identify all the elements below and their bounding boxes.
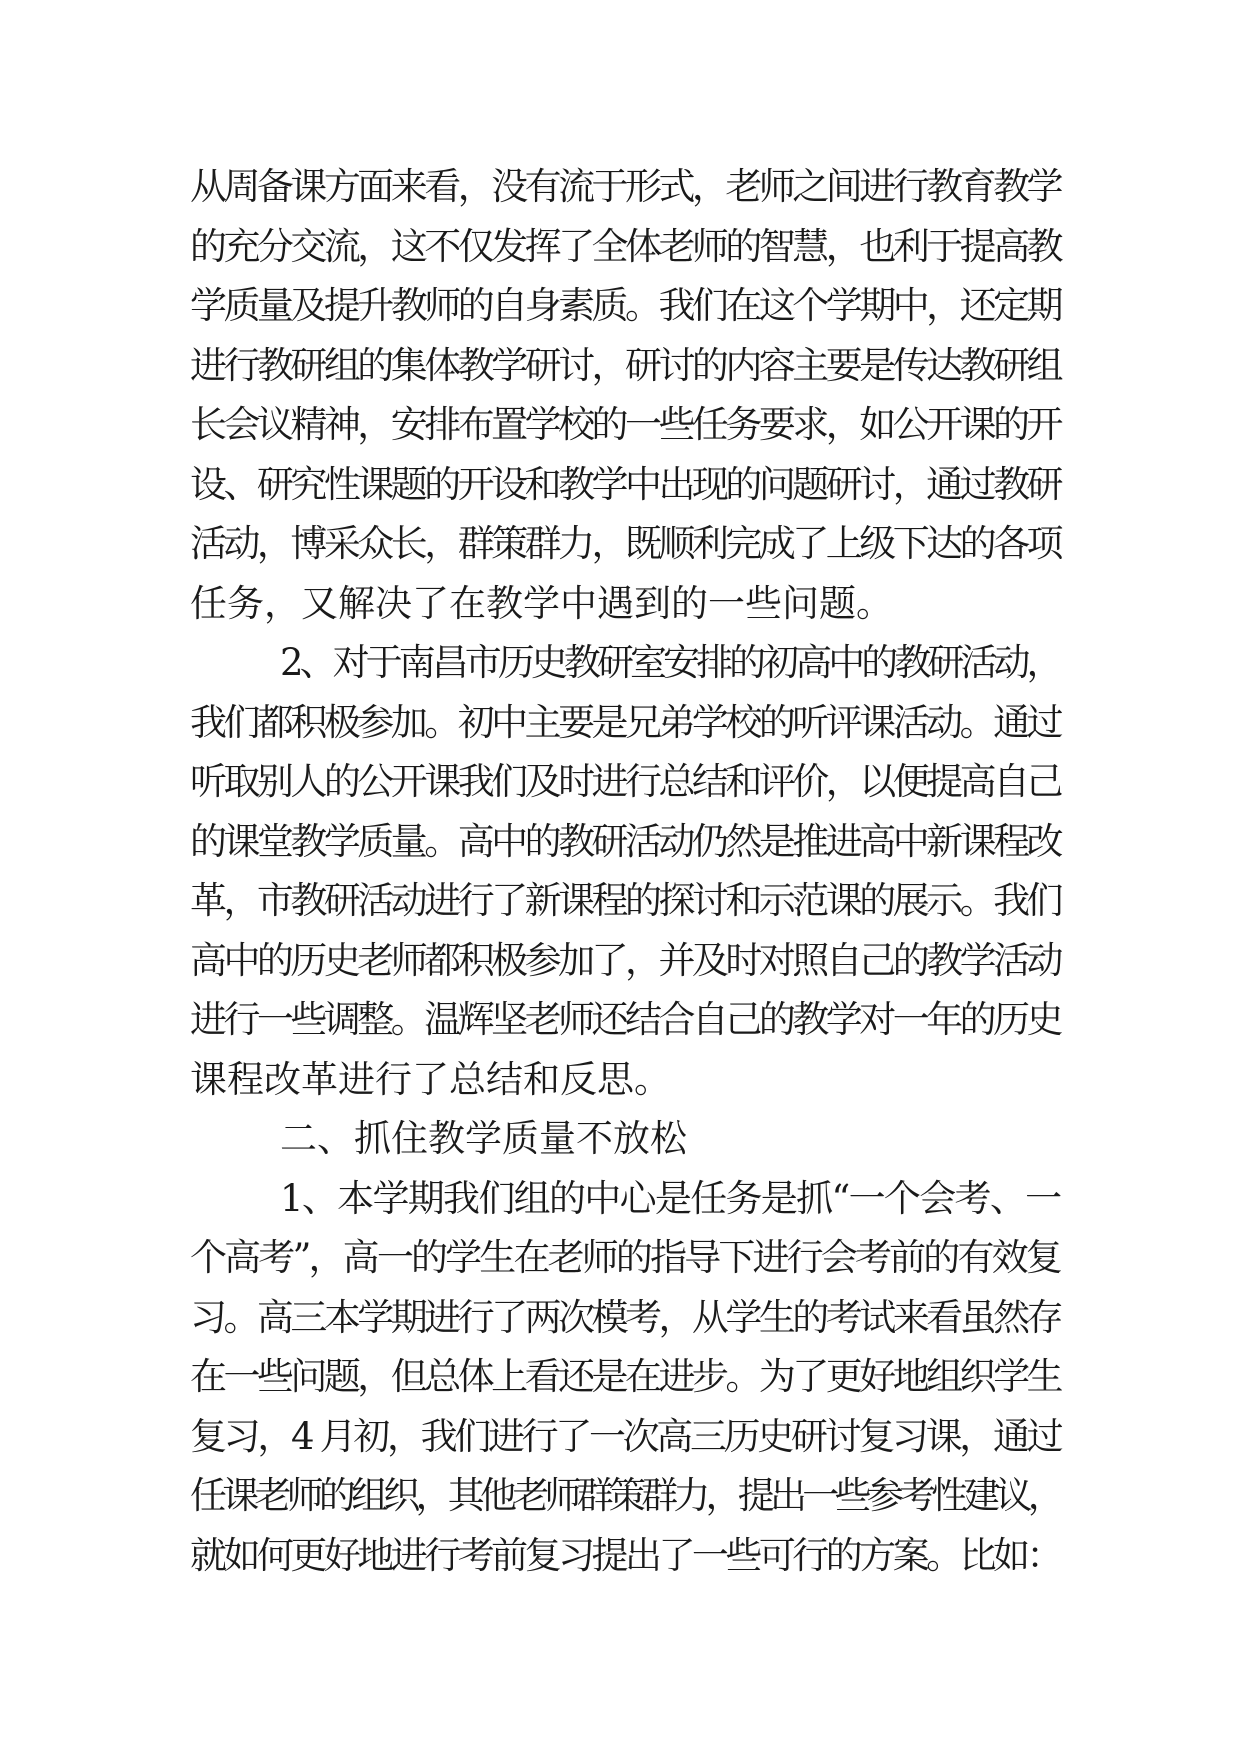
text-line: 课程改革进行了总结和反思。 [190, 1057, 671, 1101]
text-line: 任课老师的组织，其他老师群策群力，提出一些参考性建议， [190, 1474, 1060, 1517]
text-line: 任务，又解决了在教学中遇到的一些问题。 [190, 581, 893, 625]
text-line: 2、对于南昌市历史教研室安排的初高中的教研活动， [280, 641, 1060, 684]
text-line: 在一些问题，但总体上看还是在进步。为了更好地组织学生 [190, 1355, 1060, 1398]
text-line: 的充分交流，这不仅发挥了全体老师的智慧，也利于提高教 [190, 224, 1060, 268]
text-line: 的课堂教学质量。高中的教研活动仍然是推进高中新课程改 [190, 819, 1060, 863]
text-line: 从周备课方面来看，没有流于形式，老师之间进行教育教学 [190, 165, 1060, 208]
text-line: 高中的历史老师都积极参加了，并及时对照自己的教学活动 [190, 938, 1060, 982]
text-line: 1、本学期我们组的中心是任务是抓“一个会考、一 [280, 1176, 1061, 1220]
text-line: 听取别人的公开课我们及时进行总结和评价，以便提高自己 [190, 760, 1060, 803]
text-line: 进行教研组的集体教学研讨，研讨的内容主要是传达教研组 [190, 343, 1060, 387]
text-line: 习。高三本学期进行了两次模考，从学生的考试来看虽然存 [190, 1295, 1060, 1339]
text-line: 设、研究性课题的开设和教学中出现的问题研讨，通过教研 [190, 462, 1060, 506]
text-line: 二、抓住教学质量不放松 [280, 1117, 687, 1160]
document-body [190, 157, 1060, 1585]
text-line: 活动，博采众长，群策群力，既顺利完成了上级下达的各项 [190, 522, 1060, 565]
text-line: 长会议精神，安排布置学校的一些任务要求，如公开课的开 [190, 403, 1060, 446]
text-line: 复习，4 月初，我们进行了一次高三历史研讨复习课，通过 [190, 1414, 1061, 1458]
text-line: 个高考”，高一的学生在老师的指导下进行会考前的有效复 [190, 1236, 1060, 1279]
text-line: 学质量及提升教师的自身素质。我们在这个学期中，还定期 [190, 284, 1060, 327]
text-line: 我们都积极参加。初中主要是兄弟学校的听评课活动。通过 [190, 700, 1060, 744]
text-line: 革，市教研活动进行了新课程的探讨和示范课的展示。我们 [190, 879, 1060, 922]
text-line: 就如何更好地进行考前复习提出了一些可行的方案。比如： [190, 1533, 1060, 1577]
text-line: 进行一些调整。温辉坚老师还结合自己的教学对一年的历史 [190, 998, 1060, 1041]
